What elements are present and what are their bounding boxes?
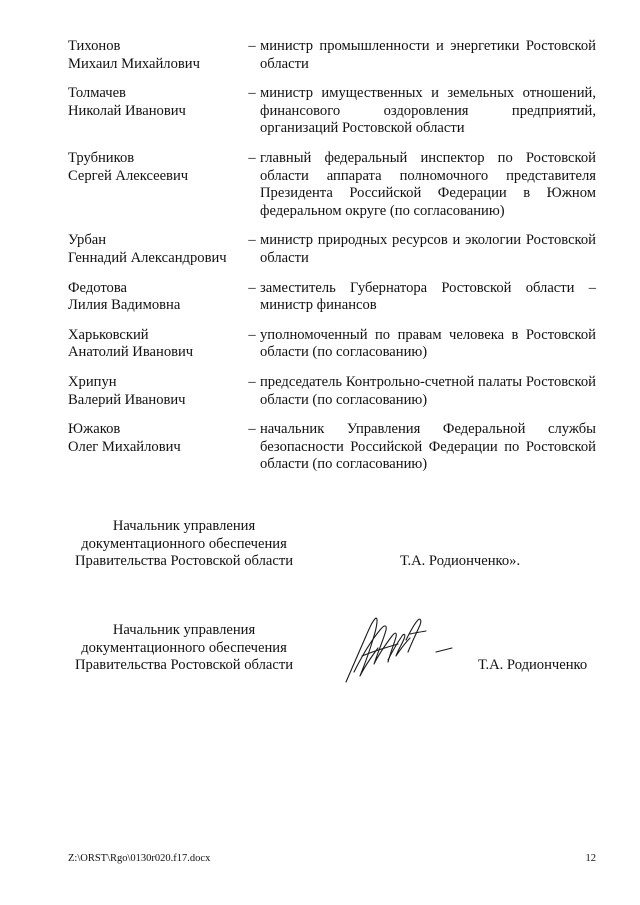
document-file-path: Z:\ORST\Rgo\0130r020.f17.docx <box>68 853 211 864</box>
member-name <box>68 150 244 185</box>
member-position: председатель Контрольно-счетной палаты Ростовской области (по согласованию) <box>260 373 596 408</box>
member-row <box>68 232 596 267</box>
member-name <box>68 421 244 456</box>
member-position: министр имущественных и земельных отношений, финансового оздоровления предприятий, организаций Ростовской области <box>260 85 596 137</box>
member-row <box>68 374 596 409</box>
member-given-name: Анатолий Иванович <box>68 344 194 361</box>
signatory-name: Т.А. Родионченко <box>478 657 588 673</box>
member-position: начальник Управления Федеральной службы безопасности Российской Федерации по Ростовской области (по согласованию) <box>260 421 596 473</box>
member-row <box>68 421 596 474</box>
member-row <box>68 327 596 362</box>
member-name <box>68 374 244 409</box>
member-name <box>68 85 244 120</box>
signatory-title-line: Правительства Ростовской области <box>74 657 294 674</box>
member-surname: Хрипун <box>68 373 117 390</box>
signatory-title <box>68 518 300 571</box>
member-row <box>68 150 596 220</box>
signatory-title-line: Начальник управления <box>112 518 256 534</box>
signatory-title <box>68 622 300 675</box>
member-given-name: Валерий Иванович <box>68 391 186 408</box>
member-position: министр промышленности и энергетики Ростовской области <box>260 38 596 72</box>
member-dash: – <box>248 149 256 166</box>
member-row <box>68 280 596 315</box>
member-name <box>68 38 244 73</box>
signatory-name: Т.А. Родионченко». <box>400 553 521 569</box>
member-dash: – <box>248 421 256 438</box>
page-number: 12 <box>585 853 596 864</box>
signatory-title-line: Правительства Ростовской области <box>74 553 294 570</box>
member-position: заместитель Губернатора Ростовской области – министр финансов <box>260 279 596 314</box>
member-surname: Южаков <box>68 421 121 438</box>
signature-block-final <box>68 622 608 675</box>
signatory-title-line: Начальник управления <box>112 622 256 638</box>
member-given-name: Михаил Михайлович <box>68 55 200 72</box>
member-name <box>68 327 244 362</box>
member-position: министр природных ресурсов и экологии Ростовской области <box>260 232 596 266</box>
member-surname: Федотова <box>68 279 128 296</box>
member-given-name: Николай Иванович <box>68 102 186 119</box>
member-dash: – <box>248 232 256 249</box>
signatory-title-line: документационного обеспечения <box>81 535 287 552</box>
member-surname: Урбан <box>68 232 107 249</box>
member-given-name: Лилия Вадимовна <box>68 297 181 314</box>
member-surname: Харьковский <box>68 326 149 343</box>
member-dash: – <box>248 85 256 102</box>
member-dash: – <box>248 326 256 343</box>
member-given-name: Сергей Алексеевич <box>68 167 189 184</box>
member-position: главный федеральный инспектор по Ростовской области аппарата полномочного представителя Президента Российской Федерации в Южном федеральном округе (по согласованию) <box>260 149 596 219</box>
member-given-name: Олег Михайлович <box>68 438 181 455</box>
member-name <box>68 280 244 315</box>
member-row <box>68 85 596 138</box>
member-surname: Толмачев <box>68 85 126 102</box>
signature-block-quoted <box>68 518 608 571</box>
member-surname: Тихонов <box>68 38 121 54</box>
handwritten-signature <box>340 612 456 688</box>
member-surname: Трубников <box>68 149 135 166</box>
member-list <box>68 38 596 486</box>
signatory-title-line: документационного обеспечения <box>81 639 287 656</box>
member-dash: – <box>248 38 256 54</box>
member-row <box>68 38 596 73</box>
member-dash: – <box>248 279 256 296</box>
member-position: уполномоченный по правам человека в Ростовской области (по согласованию) <box>260 326 596 361</box>
member-given-name: Геннадий Александрович <box>68 249 227 266</box>
member-name <box>68 232 244 267</box>
member-dash: – <box>248 373 256 390</box>
